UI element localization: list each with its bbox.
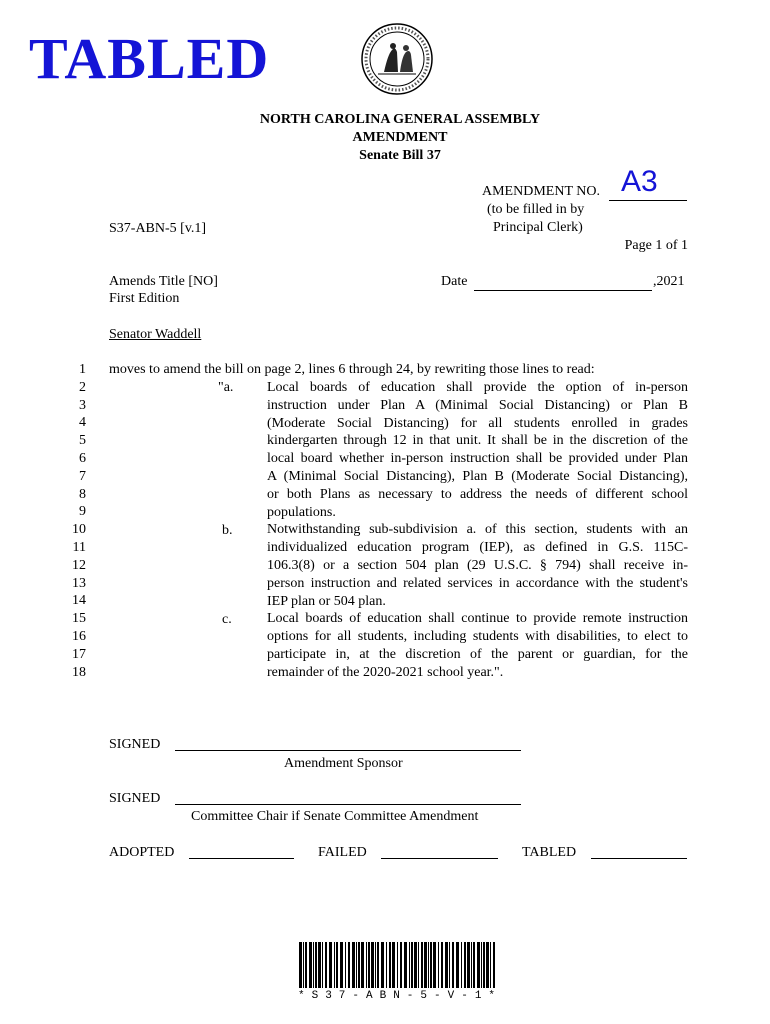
barcode-bar bbox=[325, 942, 327, 988]
barcode-bar bbox=[464, 942, 466, 988]
date-field-line bbox=[474, 290, 652, 291]
barcode-bar bbox=[299, 942, 302, 988]
failed-line bbox=[381, 858, 498, 859]
sponsor-signature-line bbox=[175, 750, 521, 751]
barcode-bar bbox=[467, 942, 470, 988]
amendment-heading: AMENDMENT bbox=[352, 130, 448, 145]
barcode-bar bbox=[315, 942, 317, 988]
barcode-bar bbox=[430, 942, 432, 988]
amendment-text-line: (Moderate Social Distancing) for all students enrolled in grades bbox=[267, 415, 688, 431]
amendment-text-line: Local boards of education shall continue to provide remote instruction bbox=[267, 611, 688, 627]
barcode-bar bbox=[358, 942, 360, 988]
barcode-bar bbox=[414, 942, 417, 988]
barcode-bar bbox=[452, 942, 454, 988]
barcode-bar bbox=[352, 942, 355, 988]
barcode-bar bbox=[473, 942, 475, 988]
barcode-bar bbox=[409, 942, 410, 988]
barcode-bar bbox=[481, 942, 482, 988]
line-number: 5 bbox=[79, 433, 86, 449]
line-number: 13 bbox=[72, 575, 86, 591]
barcode-bar bbox=[313, 942, 314, 988]
barcode-bar bbox=[456, 942, 459, 988]
date-year: ,2021 bbox=[653, 274, 685, 289]
amendment-text-line: 106.3(8) or a section 504 plan (29 U.S.C. § 794) shall receive in- bbox=[267, 558, 688, 573]
amendment-text-line: kindergarten through 12 in that unit. It shall be in the discretion of the bbox=[267, 433, 688, 449]
barcode-bar bbox=[461, 942, 462, 988]
tabled-line bbox=[591, 858, 687, 859]
document-code: S37-ABN-5 [v.1] bbox=[109, 221, 207, 236]
barcode-bar bbox=[356, 942, 357, 988]
barcode-bar bbox=[366, 942, 367, 988]
amendment-text-line: person instruction and related services in accordance with the student's bbox=[267, 575, 688, 591]
line-number: 12 bbox=[72, 557, 86, 573]
fill-note-line2: Principal Clerk) bbox=[493, 220, 583, 235]
barcode-bar bbox=[411, 942, 413, 988]
barcode-bar bbox=[334, 942, 335, 988]
amendment-no-label: AMENDMENT NO. bbox=[482, 184, 600, 199]
subdivision-c-marker: c. bbox=[222, 612, 232, 627]
barcode-bar bbox=[441, 942, 443, 988]
amendment-text-line: IEP plan or 504 plan. bbox=[267, 593, 386, 609]
line-number: 15 bbox=[72, 611, 86, 627]
barcode-bar bbox=[404, 942, 407, 988]
line-number: 2 bbox=[79, 379, 86, 395]
line-number: 4 bbox=[79, 415, 86, 431]
barcode-bar bbox=[368, 942, 370, 988]
adopted-label: ADOPTED bbox=[109, 845, 175, 860]
fill-note-line1: (to be filled in by bbox=[487, 202, 585, 217]
line-number: 7 bbox=[79, 468, 86, 484]
edition: First Edition bbox=[109, 291, 180, 306]
signed-label-chair: SIGNED bbox=[109, 791, 161, 806]
barcode-bar bbox=[490, 942, 491, 988]
subdivision-a-marker: "a. bbox=[218, 380, 234, 395]
barcode-text: *S37-ABN-5-V-1* bbox=[298, 990, 503, 1002]
barcode-bar bbox=[471, 942, 472, 988]
barcode-bar bbox=[348, 942, 350, 988]
date-label: Date bbox=[441, 274, 468, 289]
barcode-bar bbox=[486, 942, 489, 988]
barcode-bar bbox=[340, 942, 343, 988]
amendment-text-line: participate in, at the discretion of the parent or guardian, for the bbox=[267, 647, 688, 662]
tabled-stamp: TABLED bbox=[29, 26, 270, 91]
line-number: 14 bbox=[72, 593, 86, 609]
adopted-line bbox=[189, 858, 294, 859]
assembly-heading: NORTH CAROLINA GENERAL ASSEMBLY bbox=[259, 112, 541, 127]
line-number: 18 bbox=[72, 664, 86, 680]
subdivision-b-marker: b. bbox=[222, 523, 233, 538]
chair-caption: Committee Chair if Senate Committee Amendment bbox=[191, 809, 479, 824]
amendment-text-line: Local boards of education shall provide the option of in-person bbox=[267, 380, 688, 395]
failed-label: FAILED bbox=[318, 845, 367, 860]
barcode-bar bbox=[493, 942, 495, 988]
barcode-bar bbox=[322, 942, 323, 988]
line-number: 3 bbox=[79, 397, 86, 413]
sponsor-caption: Amendment Sponsor bbox=[284, 756, 403, 771]
amendment-text-line: populations. bbox=[267, 504, 336, 520]
sponsor-name: Senator Waddell bbox=[109, 327, 202, 342]
barcode-bar bbox=[418, 942, 419, 988]
barcode-bar bbox=[377, 942, 379, 988]
line-number: 6 bbox=[79, 451, 86, 466]
barcode-bar bbox=[397, 942, 398, 988]
barcode-bar bbox=[386, 942, 387, 988]
barcode-bar bbox=[336, 942, 338, 988]
barcode-bar bbox=[445, 942, 448, 988]
amendment-text-line: or both Plans as necessary to address the needs of different school bbox=[267, 486, 688, 502]
amendment-text-line: local board whether in-person instruction shall be provided under Plan bbox=[267, 451, 688, 467]
intro-line: moves to amend the bill on page 2, lines 6 through 24, by rewriting those lines to read: bbox=[109, 362, 595, 377]
amendment-text-line: Notwithstanding sub-subdivision a. of this section, students with an bbox=[267, 522, 688, 538]
barcode-bar bbox=[483, 942, 485, 988]
barcode-bar bbox=[381, 942, 384, 988]
barcode-bar bbox=[433, 942, 436, 988]
barcode-bar bbox=[345, 942, 346, 988]
line-number: 1 bbox=[79, 362, 86, 377]
bill-heading: Senate Bill 37 bbox=[359, 148, 441, 163]
barcode-bar bbox=[392, 942, 395, 988]
barcode-bar bbox=[424, 942, 427, 988]
state-seal-icon bbox=[360, 22, 434, 96]
line-number: 11 bbox=[72, 540, 86, 555]
barcode-bar bbox=[375, 942, 376, 988]
amendment-text-line: A (Minimal Social Distancing), Plan B (Moderate Social Distancing), bbox=[267, 469, 688, 484]
amendment-no-underline bbox=[609, 200, 687, 201]
amendment-text-line: options for all students, including students with disabilities, to elect to bbox=[267, 629, 688, 645]
chair-signature-line bbox=[175, 804, 521, 805]
barcode-bar bbox=[400, 942, 402, 988]
line-number: 9 bbox=[79, 504, 86, 520]
barcode-bar bbox=[449, 942, 450, 988]
barcode-bar bbox=[305, 942, 307, 988]
barcode-bar bbox=[303, 942, 304, 988]
barcode-bar bbox=[389, 942, 391, 988]
line-number: 8 bbox=[79, 486, 86, 502]
barcode-bar bbox=[318, 942, 321, 988]
amends-title: Amends Title [NO] bbox=[109, 274, 218, 289]
amendment-no-value: A3 bbox=[621, 165, 658, 198]
line-number: 10 bbox=[72, 522, 86, 538]
barcode-bar bbox=[438, 942, 439, 988]
amendment-text-line: individualized education program (IEP), as defined in G.S. 115C- bbox=[267, 540, 688, 556]
amendment-text-line: instruction under Plan A (Minimal Social Distancing) or Plan B bbox=[267, 397, 688, 413]
barcode-bar bbox=[371, 942, 374, 988]
barcode-bar bbox=[361, 942, 364, 988]
barcode-bar bbox=[477, 942, 480, 988]
barcode-bar bbox=[329, 942, 332, 988]
line-number: 17 bbox=[72, 646, 86, 662]
barcode-bar bbox=[309, 942, 312, 988]
barcode-bar bbox=[421, 942, 423, 988]
line-number: 16 bbox=[72, 629, 86, 644]
page-info: Page 1 of 1 bbox=[624, 238, 688, 253]
barcode bbox=[299, 942, 497, 990]
barcode-bar bbox=[428, 942, 429, 988]
signed-label-sponsor: SIGNED bbox=[109, 737, 161, 752]
amendment-text-line: remainder of the 2020-2021 school year.". bbox=[267, 664, 504, 680]
tabled-label: TABLED bbox=[522, 845, 577, 860]
